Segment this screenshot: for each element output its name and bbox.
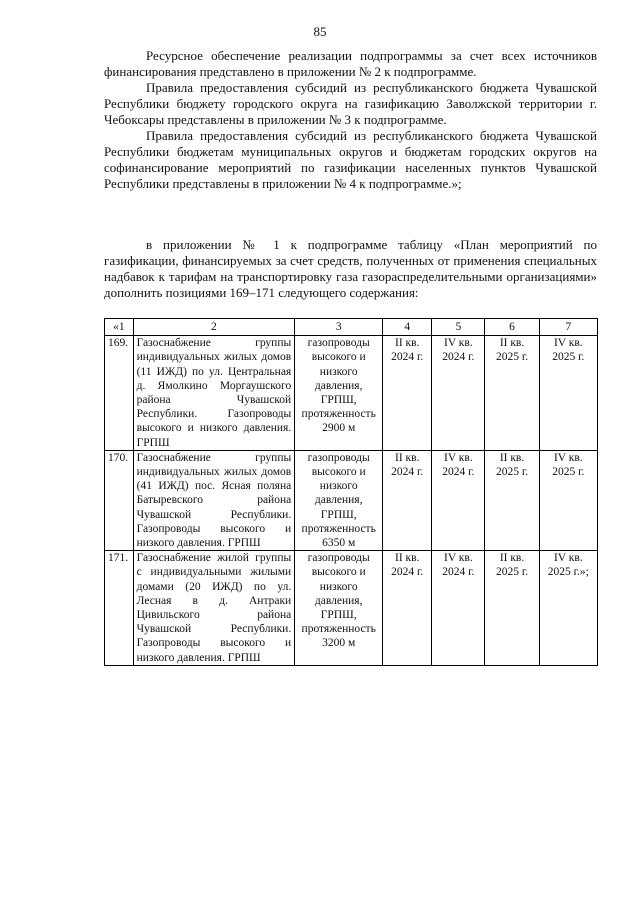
- period-cell: II кв. 2024 г.: [383, 551, 432, 666]
- row-number: 171.: [105, 551, 134, 666]
- top-paragraphs: [104, 48, 597, 192]
- period-cell: IV кв. 2025 г.: [539, 336, 597, 451]
- column-header: 6: [485, 319, 539, 336]
- period-cell: IV кв. 2025 г.: [539, 450, 597, 550]
- table-row: [105, 336, 598, 451]
- event-name: Газоснабжение жилой группы с индивидуальными жилыми домами (20 ИЖД) по ул. Лесная в д. Антраки Цивильского района Чувашской Республики. Газопроводы высокого и низкого давления. ГРПШ: [133, 551, 295, 666]
- column-header: 2: [133, 319, 295, 336]
- object-description: газопроводы высокого и низкого давления, ГРПШ, протяженность 6350 м: [295, 450, 383, 550]
- column-header: «1: [105, 319, 134, 336]
- event-name: Газоснабжение группы индивидуальных жилых домов (11 ИЖД) по ул. Центральная д. Ямолкино Моргаушского района Чувашской Республики. Газопроводы высокого и низкого давления. ГРПШ: [133, 336, 295, 451]
- object-description: газопроводы высокого и низкого давления, ГРПШ, протяженность 2900 м: [295, 336, 383, 451]
- page-number: 85: [313, 24, 327, 39]
- plan-table: [104, 318, 598, 666]
- row-number: 169.: [105, 336, 134, 451]
- paragraph: Ресурсное обеспечение реализации подпрограммы за счет всех источников финансирования представлено в приложении № 2 к подпрограмме.: [104, 48, 597, 79]
- table-header-row: [105, 319, 598, 336]
- period-cell: IV кв. 2025 г.»;: [539, 551, 597, 666]
- period-cell: IV кв. 2024 г.: [432, 450, 485, 550]
- column-header: 5: [432, 319, 485, 336]
- table-row: [105, 551, 598, 666]
- column-header: 3: [295, 319, 383, 336]
- paragraph: Правила предоставления субсидий из республиканского бюджета Чувашской Республики бюджетам муниципальных округов и бюджетам городских округов на софинансирование мероприятий по газификации населенных пунктов Чувашской Республики представлены в приложении № 4 к подпрограмме.»;: [104, 128, 597, 191]
- event-name: Газоснабжение группы индивидуальных жилых домов (41 ИЖД) пос. Ясная поляна Батыревского района Чувашской Республики. Газопроводы высокого и низкого давления. ГРПШ: [133, 450, 295, 550]
- period-cell: II кв. 2025 г.: [485, 336, 539, 451]
- column-header: 7: [539, 319, 597, 336]
- period-cell: IV кв. 2024 г.: [432, 336, 485, 451]
- object-description: газопроводы высокого и низкого давления, ГРПШ, протяженность 3200 м: [295, 551, 383, 666]
- intro-paragraph: в приложении № 1 к подпрограмме таблицу «План мероприятий по газификации, финансируемых за счет средств, полученных от применения специальных надбавок к тарифам на транспортировку газа газораспределительными организациями» дополнить позициями 169–171 следующего содержания:: [104, 237, 597, 300]
- period-cell: II кв. 2025 г.: [485, 551, 539, 666]
- row-number: 170.: [105, 450, 134, 550]
- period-cell: II кв. 2024 г.: [383, 450, 432, 550]
- column-header: 4: [383, 319, 432, 336]
- table-row: [105, 450, 598, 550]
- period-cell: IV кв. 2024 г.: [432, 551, 485, 666]
- intro-paragraph-block: [104, 237, 597, 301]
- period-cell: II кв. 2025 г.: [485, 450, 539, 550]
- period-cell: II кв. 2024 г.: [383, 336, 432, 451]
- paragraph: Правила предоставления субсидий из республиканского бюджета Чувашской Республики бюджету городского округа на газификацию Заволжской территории г. Чебоксары представлены в приложении № 3 к подпрограмме.: [104, 80, 597, 127]
